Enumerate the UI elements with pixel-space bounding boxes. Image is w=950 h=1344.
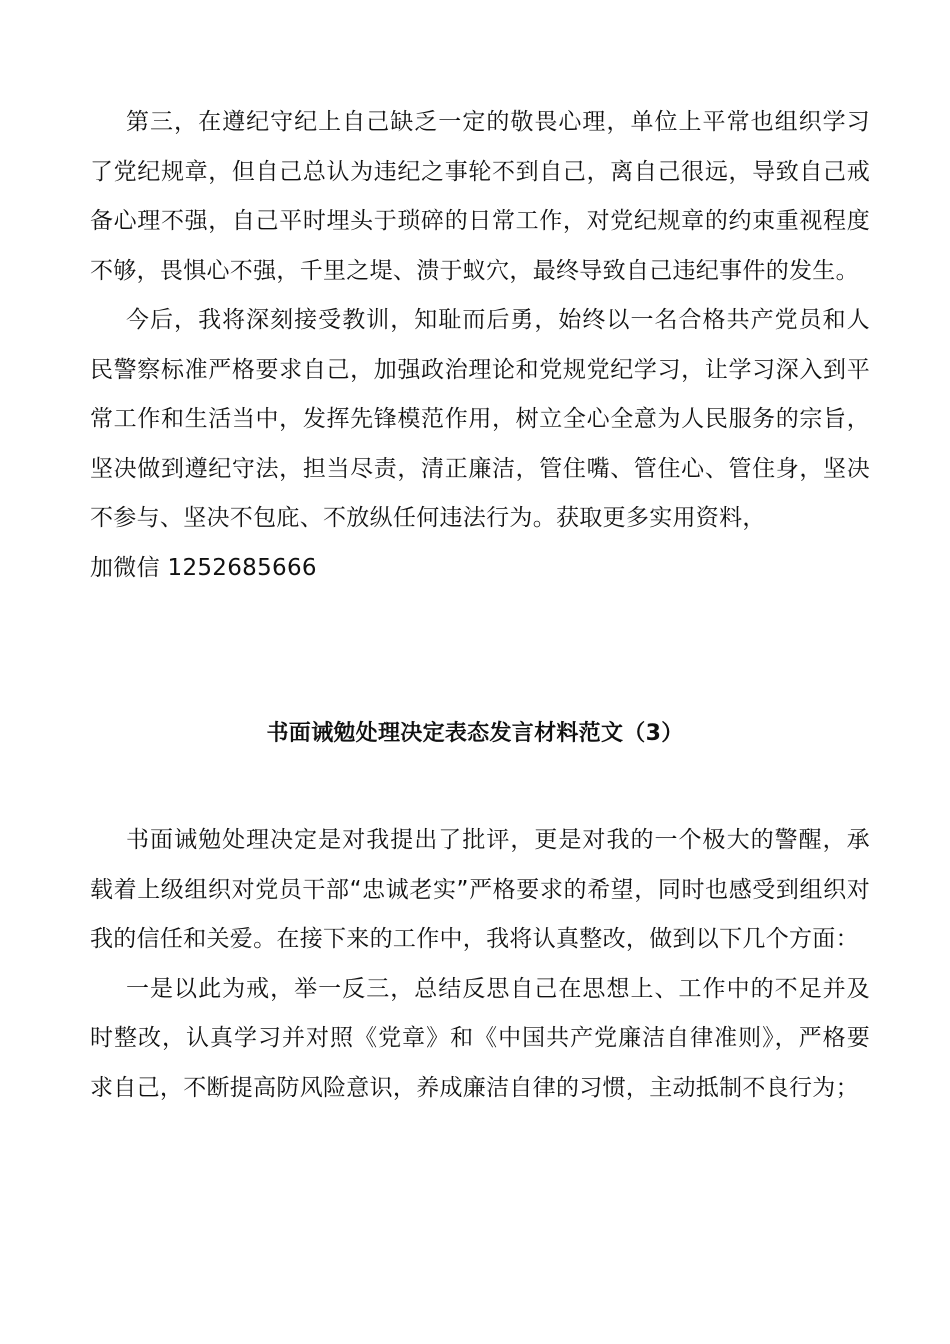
document-title: 书面诫勉处理决定表态发言材料范文（3） — [266, 721, 684, 746]
paragraph-future-commitment: 今后，我将深刻接受教训，知耻而后勇，始终以一名合格共产党员和人民警察标准严格要求自己，加强政治理论和党规党纪学习，让学习深入到平常工作和生活当中，发挥先锋模范作用，树立全心全意为人民服务的宗旨，坚决做到遵纪守法，担当尽责，清正廉洁，管住嘴、管住心、管住身，坚决不参与、坚决不包庇、不放纵任何违法行为。获取更多实用资料， — [90, 307, 870, 531]
section-two — [90, 816, 870, 1113]
section-one — [90, 98, 870, 593]
paragraph-intro: 书面诫勉处理决定是对我提出了批评，更是对我的一个极大的警醒，承载着上级组织对党员干部“忠诚老实”严格要求的希望，同时也感受到组织对我的信任和关爱。在接下来的工作中，我将认真整改，做到以下几个方面： — [90, 827, 870, 952]
paragraph-point-one: 一是以此为戒，举一反三，总结反思自己在思想上、工作中的不足并及时整改，认真学习并对照《党章》和《中国共产党廉洁自律准则》，严格要求自己，不断提高防风险意识，养成廉洁自律的习惯，主动抵制不良行为； — [90, 975, 870, 1101]
paragraph-violation-reflection: 第三，在遵纪守纪上自己缺乏一定的敬畏心理，单位上平常也组织学习了党纪规章，但自己总认为违纪之事轮不到自己，离自己很远，导致自己戒备心理不强，自己平时埋头于琐碎的日常工作，对党纪规章的约束重视程度不够，畏惧心不强，千里之堤、溃于蚁穴，最终导致自己违纪事件的发生。 — [90, 109, 870, 284]
paragraph-contact-line: 加微信 1252685666 — [90, 554, 317, 581]
